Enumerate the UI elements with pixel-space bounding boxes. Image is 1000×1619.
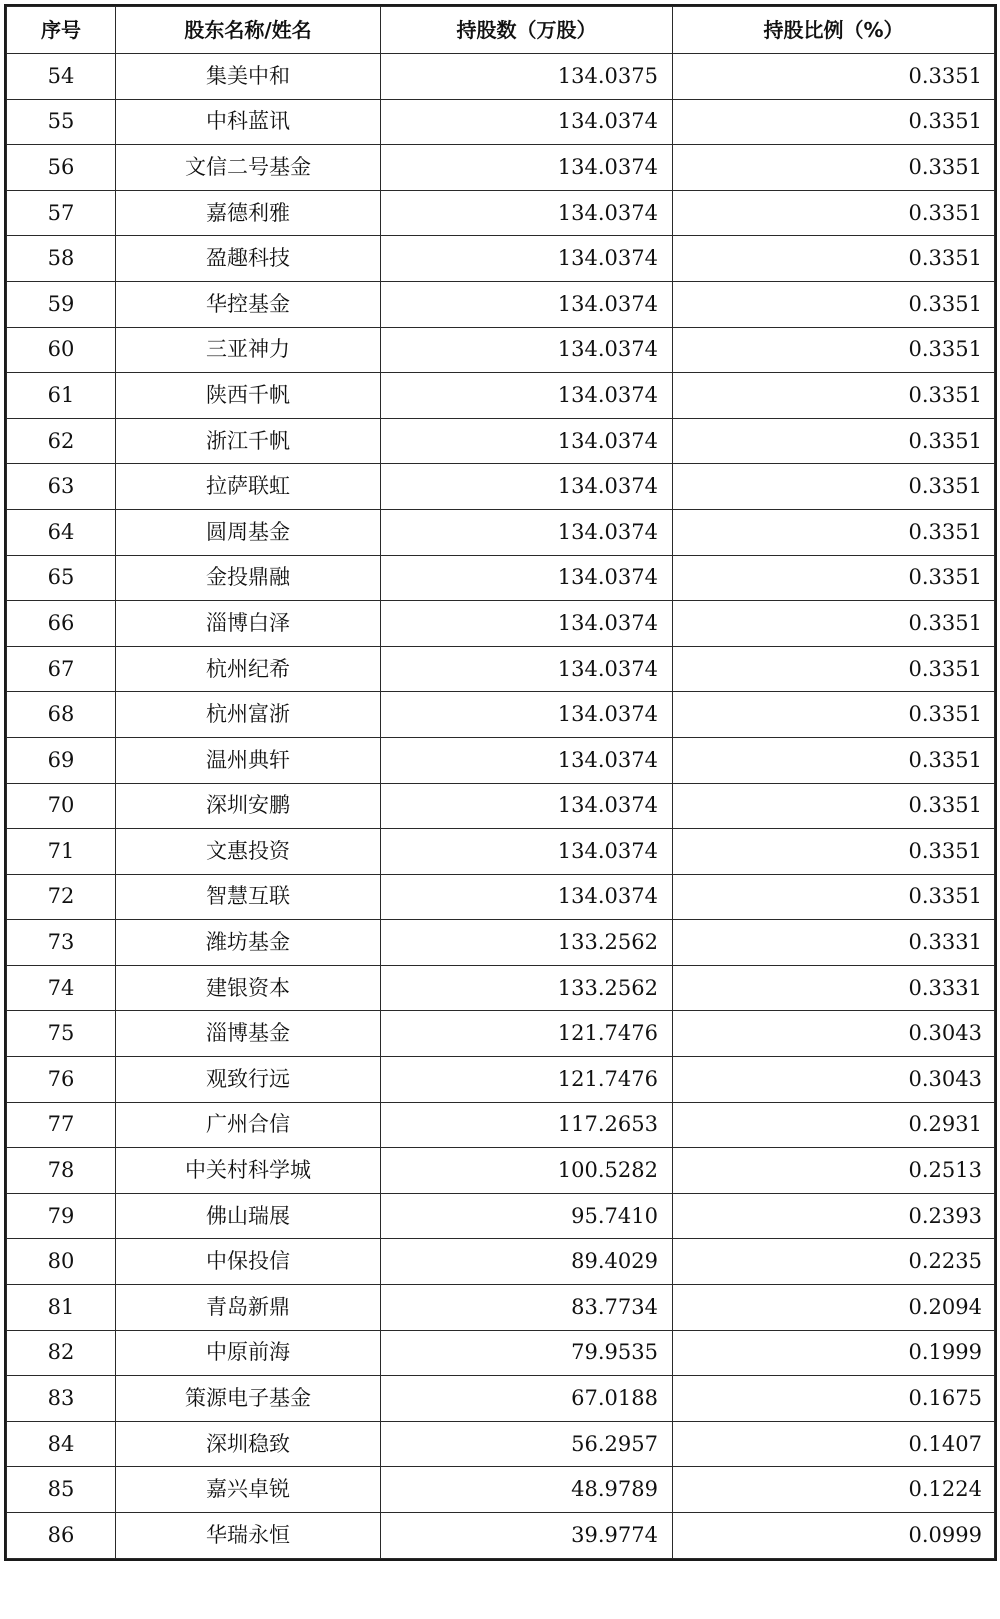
cell-shares: 56.2957: [381, 1421, 673, 1467]
table-row: [7, 418, 995, 464]
cell-ratio: 0.3351: [673, 464, 995, 510]
table-row: [7, 965, 995, 1011]
cell-seq: 71: [7, 829, 116, 875]
table-row: [7, 1102, 995, 1148]
cell-ratio: 0.1999: [673, 1330, 995, 1376]
table-row: [7, 920, 995, 966]
cell-shareholder-name: 集美中和: [116, 54, 381, 100]
table-row: [7, 1148, 995, 1194]
table-row: [7, 1421, 995, 1467]
cell-ratio: 0.3351: [673, 190, 995, 236]
table-row: [7, 190, 995, 236]
cell-seq: 56: [7, 145, 116, 191]
cell-ratio: 0.3351: [673, 874, 995, 920]
cell-seq: 54: [7, 54, 116, 100]
cell-ratio: 0.2094: [673, 1285, 995, 1331]
header-name: 股东名称/姓名: [116, 7, 381, 54]
cell-seq: 70: [7, 783, 116, 829]
cell-shares: 48.9789: [381, 1467, 673, 1513]
cell-ratio: 0.3351: [673, 54, 995, 100]
cell-seq: 72: [7, 874, 116, 920]
cell-shares: 133.2562: [381, 965, 673, 1011]
cell-shares: 134.0374: [381, 99, 673, 145]
cell-shareholder-name: 陕西千帆: [116, 373, 381, 419]
cell-ratio: 0.0999: [673, 1513, 995, 1559]
cell-shares: 79.9535: [381, 1330, 673, 1376]
table-row: [7, 692, 995, 738]
table-row: [7, 1330, 995, 1376]
cell-shares: 134.0374: [381, 783, 673, 829]
cell-shareholder-name: 佛山瑞展: [116, 1193, 381, 1239]
cell-ratio: 0.3331: [673, 965, 995, 1011]
cell-seq: 78: [7, 1148, 116, 1194]
cell-shareholder-name: 杭州富浙: [116, 692, 381, 738]
cell-shareholder-name: 温州典轩: [116, 737, 381, 783]
cell-shares: 134.0374: [381, 509, 673, 555]
cell-ratio: 0.3351: [673, 601, 995, 647]
cell-shareholder-name: 盈趣科技: [116, 236, 381, 282]
cell-ratio: 0.3351: [673, 418, 995, 464]
cell-seq: 65: [7, 555, 116, 601]
cell-seq: 60: [7, 327, 116, 373]
table-row: [7, 281, 995, 327]
table-row: [7, 54, 995, 100]
cell-shares: 100.5282: [381, 1148, 673, 1194]
cell-ratio: 0.3351: [673, 692, 995, 738]
cell-shareholder-name: 淄博基金: [116, 1011, 381, 1057]
shareholder-table: [6, 6, 995, 1559]
cell-shareholder-name: 潍坊基金: [116, 920, 381, 966]
cell-shareholder-name: 圆周基金: [116, 509, 381, 555]
cell-seq: 75: [7, 1011, 116, 1057]
cell-ratio: 0.3351: [673, 783, 995, 829]
cell-ratio: 0.3331: [673, 920, 995, 966]
cell-seq: 67: [7, 646, 116, 692]
cell-ratio: 0.3351: [673, 236, 995, 282]
cell-shareholder-name: 文信二号基金: [116, 145, 381, 191]
cell-shareholder-name: 杭州纪希: [116, 646, 381, 692]
table-row: [7, 874, 995, 920]
cell-shareholder-name: 观致行远: [116, 1057, 381, 1103]
table-row: [7, 646, 995, 692]
table-row: [7, 1239, 995, 1285]
cell-seq: 73: [7, 920, 116, 966]
cell-shares: 134.0374: [381, 874, 673, 920]
cell-shares: 134.0374: [381, 601, 673, 647]
cell-ratio: 0.2235: [673, 1239, 995, 1285]
cell-shareholder-name: 中保投信: [116, 1239, 381, 1285]
table-row: [7, 99, 995, 145]
cell-shares: 134.0374: [381, 327, 673, 373]
cell-ratio: 0.3351: [673, 373, 995, 419]
cell-ratio: 0.3351: [673, 327, 995, 373]
cell-seq: 85: [7, 1467, 116, 1513]
cell-ratio: 0.3351: [673, 646, 995, 692]
cell-shares: 134.0374: [381, 646, 673, 692]
cell-shareholder-name: 青岛新鼎: [116, 1285, 381, 1331]
cell-seq: 84: [7, 1421, 116, 1467]
cell-seq: 66: [7, 601, 116, 647]
cell-shareholder-name: 浙江千帆: [116, 418, 381, 464]
cell-shares: 83.7734: [381, 1285, 673, 1331]
cell-seq: 57: [7, 190, 116, 236]
cell-shareholder-name: 深圳稳致: [116, 1421, 381, 1467]
cell-ratio: 0.3351: [673, 99, 995, 145]
cell-ratio: 0.2513: [673, 1148, 995, 1194]
cell-shares: 134.0374: [381, 555, 673, 601]
cell-seq: 69: [7, 737, 116, 783]
cell-shares: 121.7476: [381, 1011, 673, 1057]
cell-ratio: 0.3351: [673, 509, 995, 555]
table-row: [7, 601, 995, 647]
cell-shareholder-name: 广州合信: [116, 1102, 381, 1148]
cell-ratio: 0.3351: [673, 281, 995, 327]
cell-seq: 77: [7, 1102, 116, 1148]
cell-seq: 62: [7, 418, 116, 464]
cell-shareholder-name: 中关村科学城: [116, 1148, 381, 1194]
cell-shareholder-name: 智慧互联: [116, 874, 381, 920]
cell-ratio: 0.3351: [673, 555, 995, 601]
table-row: [7, 1513, 995, 1559]
cell-shares: 89.4029: [381, 1239, 673, 1285]
table-row: [7, 373, 995, 419]
cell-seq: 86: [7, 1513, 116, 1559]
header-seq: 序号: [7, 7, 116, 54]
cell-shares: 117.2653: [381, 1102, 673, 1148]
cell-shares: 134.0374: [381, 236, 673, 282]
header-ratio: 持股比例（%）: [673, 7, 995, 54]
cell-shareholder-name: 华控基金: [116, 281, 381, 327]
cell-shares: 134.0374: [381, 737, 673, 783]
cell-seq: 76: [7, 1057, 116, 1103]
table-row: [7, 1193, 995, 1239]
table-row: [7, 737, 995, 783]
cell-shares: 133.2562: [381, 920, 673, 966]
table-row: [7, 327, 995, 373]
cell-shares: 95.7410: [381, 1193, 673, 1239]
table-row: [7, 1011, 995, 1057]
cell-shares: 134.0374: [381, 373, 673, 419]
table-row: [7, 1376, 995, 1422]
cell-seq: 63: [7, 464, 116, 510]
cell-shareholder-name: 金投鼎融: [116, 555, 381, 601]
cell-ratio: 0.1675: [673, 1376, 995, 1422]
cell-shareholder-name: 嘉兴卓锐: [116, 1467, 381, 1513]
cell-shareholder-name: 拉萨联虹: [116, 464, 381, 510]
cell-seq: 58: [7, 236, 116, 282]
cell-shares: 134.0375: [381, 54, 673, 100]
cell-shareholder-name: 中原前海: [116, 1330, 381, 1376]
cell-ratio: 0.1224: [673, 1467, 995, 1513]
cell-shares: 134.0374: [381, 190, 673, 236]
cell-seq: 59: [7, 281, 116, 327]
cell-ratio: 0.2931: [673, 1102, 995, 1148]
table-row: [7, 464, 995, 510]
cell-seq: 83: [7, 1376, 116, 1422]
cell-shares: 134.0374: [381, 418, 673, 464]
cell-ratio: 0.1407: [673, 1421, 995, 1467]
cell-shares: 39.9774: [381, 1513, 673, 1559]
cell-seq: 64: [7, 509, 116, 555]
cell-seq: 82: [7, 1330, 116, 1376]
cell-seq: 74: [7, 965, 116, 1011]
cell-shareholder-name: 深圳安鹏: [116, 783, 381, 829]
cell-shares: 134.0374: [381, 281, 673, 327]
cell-shares: 121.7476: [381, 1057, 673, 1103]
table-body: [7, 54, 995, 1559]
table-row: [7, 1285, 995, 1331]
table-row: [7, 829, 995, 875]
cell-ratio: 0.3043: [673, 1057, 995, 1103]
cell-ratio: 0.3351: [673, 145, 995, 191]
cell-ratio: 0.3351: [673, 737, 995, 783]
cell-shares: 134.0374: [381, 145, 673, 191]
cell-ratio: 0.2393: [673, 1193, 995, 1239]
table-row: [7, 1057, 995, 1103]
cell-ratio: 0.3351: [673, 829, 995, 875]
cell-shareholder-name: 文惠投资: [116, 829, 381, 875]
cell-shares: 134.0374: [381, 829, 673, 875]
cell-seq: 55: [7, 99, 116, 145]
cell-seq: 79: [7, 1193, 116, 1239]
cell-shares: 134.0374: [381, 464, 673, 510]
cell-seq: 61: [7, 373, 116, 419]
cell-shares: 67.0188: [381, 1376, 673, 1422]
cell-shareholder-name: 三亚神力: [116, 327, 381, 373]
cell-shares: 134.0374: [381, 692, 673, 738]
cell-shareholder-name: 策源电子基金: [116, 1376, 381, 1422]
cell-shareholder-name: 建银资本: [116, 965, 381, 1011]
cell-seq: 80: [7, 1239, 116, 1285]
cell-seq: 68: [7, 692, 116, 738]
table-row: [7, 783, 995, 829]
cell-shareholder-name: 中科蓝讯: [116, 99, 381, 145]
table-row: [7, 509, 995, 555]
table-row: [7, 1467, 995, 1513]
cell-shareholder-name: 华瑞永恒: [116, 1513, 381, 1559]
cell-shareholder-name: 嘉德利雅: [116, 190, 381, 236]
cell-ratio: 0.3043: [673, 1011, 995, 1057]
table-header-row: [7, 7, 995, 54]
table-row: [7, 236, 995, 282]
cell-shareholder-name: 淄博白泽: [116, 601, 381, 647]
cell-seq: 81: [7, 1285, 116, 1331]
table-row: [7, 145, 995, 191]
header-shares: 持股数（万股）: [381, 7, 673, 54]
table-row: [7, 555, 995, 601]
